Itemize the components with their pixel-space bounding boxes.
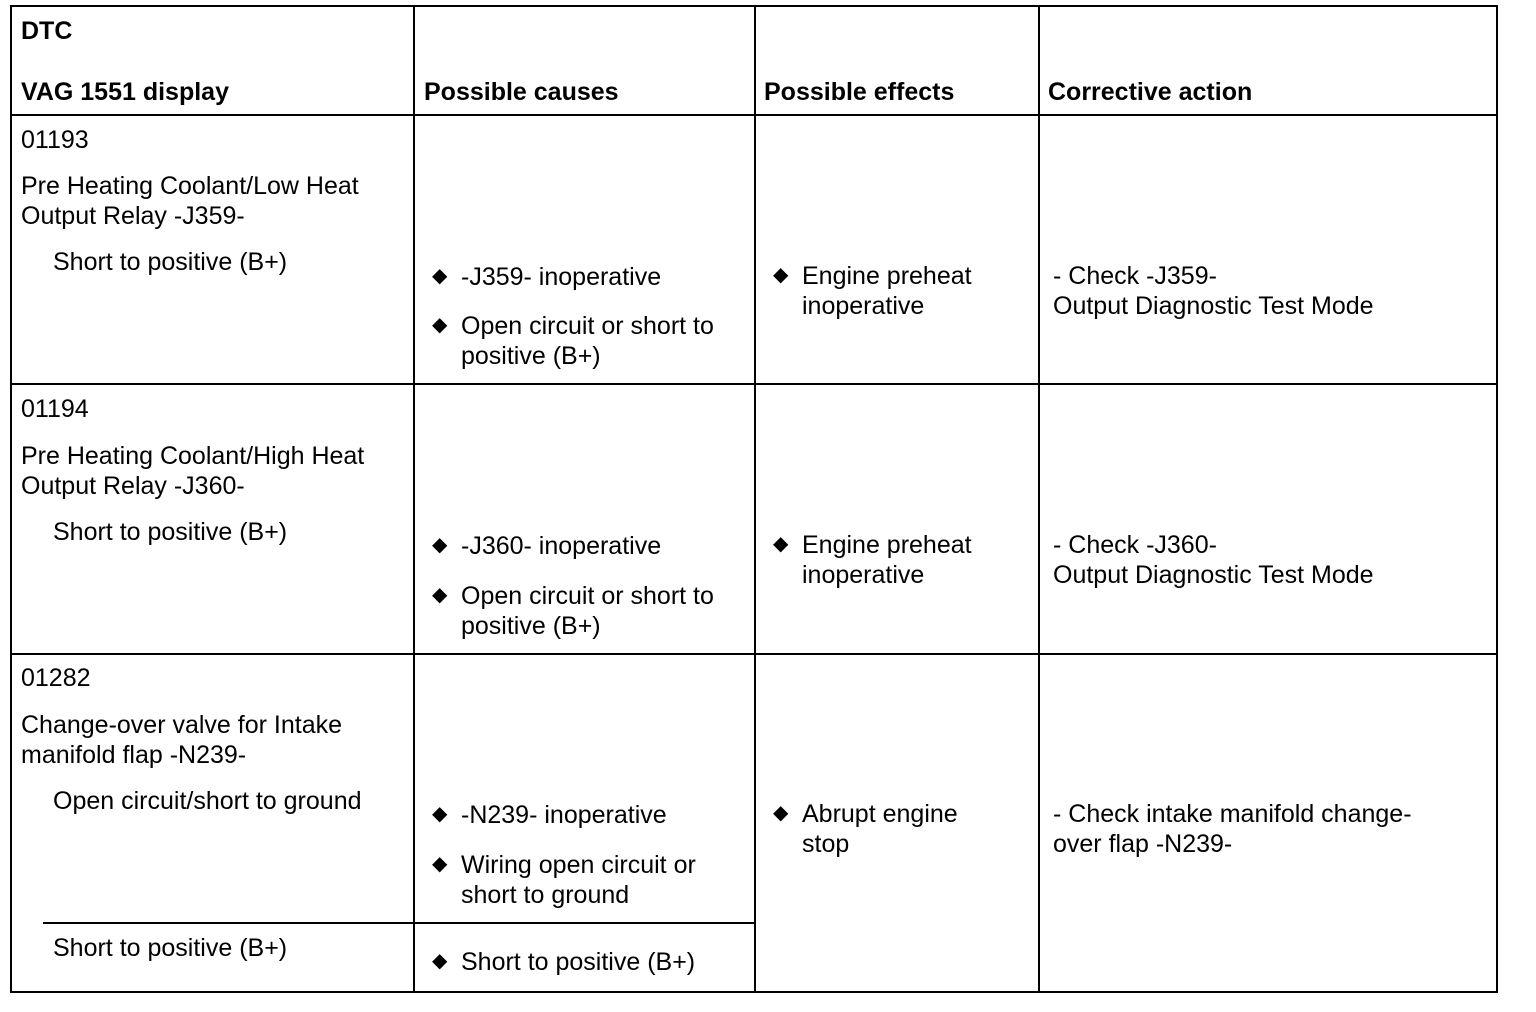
column-divider [1038, 5, 1040, 993]
column-divider [413, 5, 415, 993]
cause-text: Open circuit or short to [461, 582, 714, 610]
effect-text: stop [802, 830, 850, 858]
effect-text: Abrupt engine [802, 800, 958, 828]
header-row-divider [10, 114, 1498, 116]
header-action: Corrective action [1048, 78, 1253, 106]
diamond-bullet-icon: ◆ [432, 803, 448, 825]
cause-text: short to ground [461, 881, 630, 909]
dtc-code: 01282 [21, 664, 91, 692]
diamond-bullet-icon: ◆ [432, 265, 448, 287]
cause-text: positive (B+) [461, 612, 601, 640]
row-divider [10, 383, 1498, 385]
diamond-bullet-icon: ◆ [773, 264, 789, 286]
dtc-description: Output Relay -J360- [21, 472, 245, 500]
dtc-condition: Short to positive (B+) [53, 934, 288, 962]
table-border-left [10, 5, 12, 993]
dtc-description: Change-over valve for Intake [21, 711, 343, 739]
effect-text: Engine preheat [802, 531, 972, 559]
diamond-bullet-icon: ◆ [773, 533, 789, 555]
dtc-description: Pre Heating Coolant/Low Heat [21, 172, 359, 200]
diamond-bullet-icon: ◆ [432, 950, 448, 972]
diamond-bullet-icon: ◆ [432, 853, 448, 875]
effect-text: inoperative [802, 561, 925, 589]
cause-text: -J360- inoperative [461, 532, 662, 560]
dtc-description: Pre Heating Coolant/High Heat [21, 442, 365, 470]
effect-text: inoperative [802, 292, 925, 320]
cause-text: -N239- inoperative [461, 801, 667, 829]
table-border-right [1496, 5, 1498, 993]
cause-text: Wiring open circuit or [461, 851, 696, 879]
header-causes: Possible causes [424, 78, 619, 106]
cause-text: -J359- inoperative [461, 263, 662, 291]
diamond-bullet-icon: ◆ [432, 534, 448, 556]
action-text: Output Diagnostic Test Mode [1053, 292, 1374, 320]
action-text: - Check -J360- [1053, 531, 1217, 559]
header-dtc: DTC [21, 17, 73, 45]
dtc-code: 01193 [21, 126, 89, 154]
header-effects: Possible effects [764, 78, 955, 106]
dtc-description: Output Relay -J359- [21, 202, 245, 230]
dtc-condition: Short to positive (B+) [53, 248, 288, 276]
diamond-bullet-icon: ◆ [432, 314, 448, 336]
action-text: - Check -J359- [1053, 262, 1217, 290]
dtc-code: 01194 [21, 395, 89, 423]
effect-text: Engine preheat [802, 262, 972, 290]
diamond-bullet-icon: ◆ [773, 802, 789, 824]
action-text: - Check intake manifold change- [1053, 800, 1412, 828]
dtc-condition: Short to positive (B+) [53, 518, 288, 546]
sub-row-divider [43, 922, 756, 924]
header-display: VAG 1551 display [21, 78, 229, 106]
column-divider [754, 5, 756, 993]
diamond-bullet-icon: ◆ [432, 584, 448, 606]
row-divider [10, 653, 1498, 655]
action-text: Output Diagnostic Test Mode [1053, 561, 1374, 589]
cause-text: positive (B+) [461, 342, 601, 370]
cause-text: Open circuit or short to [461, 312, 714, 340]
cause-text: Short to positive (B+) [461, 948, 696, 976]
action-text: over flap -N239- [1053, 830, 1233, 858]
dtc-description: manifold flap -N239- [21, 741, 247, 769]
dtc-condition: Open circuit/short to ground [53, 787, 362, 815]
